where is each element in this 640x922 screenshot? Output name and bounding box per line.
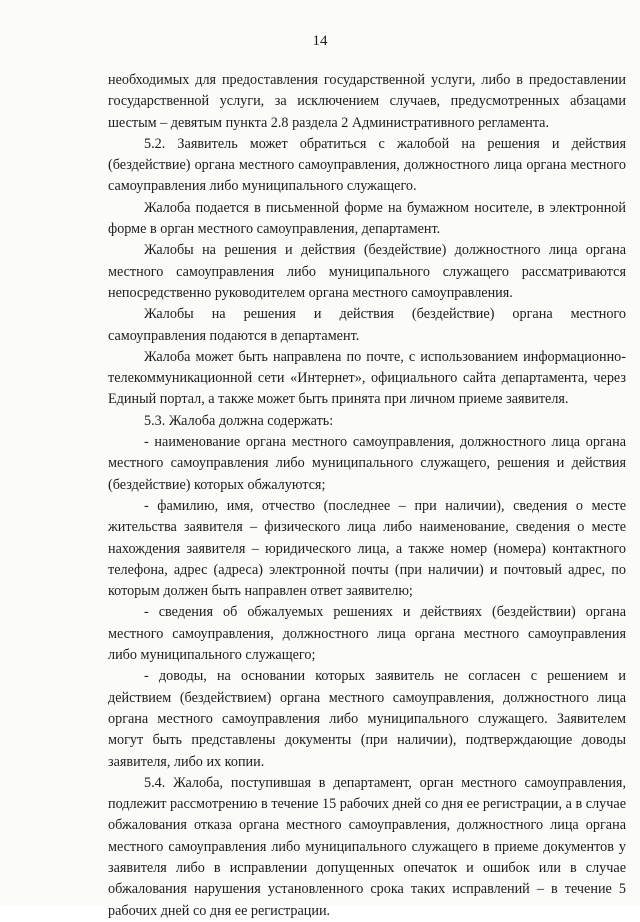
list-item-body-name: - наименование органа местного самоуправления, должностного лица органа местного самоуправления либо муниципального служащего, решения и действия (бездействие) которых обжалуются; (108, 434, 626, 493)
list-item-arguments: - доводы, на основании которых заявитель не согласен с решением и действием (бездействием) органа местного самоуправления, должностного лица органа местного самоуправления либо муниципального служащего. Заявителем могут быть представлены документы (при наличии), подтверждающие доводы заявителя, либо их копии. (108, 668, 626, 770)
list-item-appealed-decisions: - сведения об обжалуемых решениях и действиях (бездействии) органа местного самоуправления, должностного лица органа местного самоуправления либо муниципального служащего; (108, 604, 626, 664)
page-number: 14 (312, 33, 328, 49)
paragraph-5-2: 5.2. Заявитель может обратиться с жалобой на решения и действия (бездействие) органа местного самоуправления, должностного лица органа местного самоуправления либо муниципального служащего. (108, 135, 626, 195)
paragraph-complaint-form: Жалоба подается в письменной форме на бумажном носителе, в электронной форме в орган местного самоуправления, департамент. (108, 199, 626, 238)
paragraph-official-complaints: Жалобы на решения и действия (бездействие) должностного лица органа местного самоуправления либо муниципального служащего рассматриваются непосредственно руководителем органа местного самоуправления. (108, 242, 626, 301)
paragraph-body-complaints: Жалобы на решения и действия (бездействие) органа местного самоуправления подаются в департамент. (108, 306, 626, 344)
document-body (108, 70, 626, 922)
paragraph-submission-channels: Жалоба может быть направлена по почте, с использованием информационно-телекоммуникационной сети «Интернет», официального сайта департамента, через Единый портал, а также может быть принята при личном приеме заявителя. (108, 348, 626, 408)
paragraph-continuation: необходимых для предоставления государственной услуги, либо в предоставлении государственной услуги, за исключением случаев, предусмотренных абзацами шестым – девятым пункта 2.8 раздела 2 Административного регламента. (108, 72, 626, 131)
paragraph-5-4: 5.4. Жалоба, поступившая в департамент, орган местного самоуправления, подлежит рассмотрению в течение 15 рабочих дней со дня ее регистрации, а в случае обжалования отказа органа местного самоуправления, должностного лица органа местного самоуправления либо муниципального служащего в приеме документов у заявителя либо в исправлении допущенных опечаток и ошибок или в случае обжалования нарушения установленного срока таких исправлений – в течение 5 рабочих дней со дня ее регистрации. (108, 774, 626, 919)
paragraph-5-3: 5.3. Жалоба должна содержать: (144, 412, 334, 429)
list-item-applicant-details: - фамилию, имя, отчество (последнее – при наличии), сведения о месте жительства заявителя – физического лица либо наименование, сведения о месте нахождения заявителя – юридического лица, а также номер (номера) контактного телефона, адрес (адреса) электронной почты (при наличии) и почтовый адрес, по которым должен быть направлен ответ заявителю; (108, 497, 626, 600)
